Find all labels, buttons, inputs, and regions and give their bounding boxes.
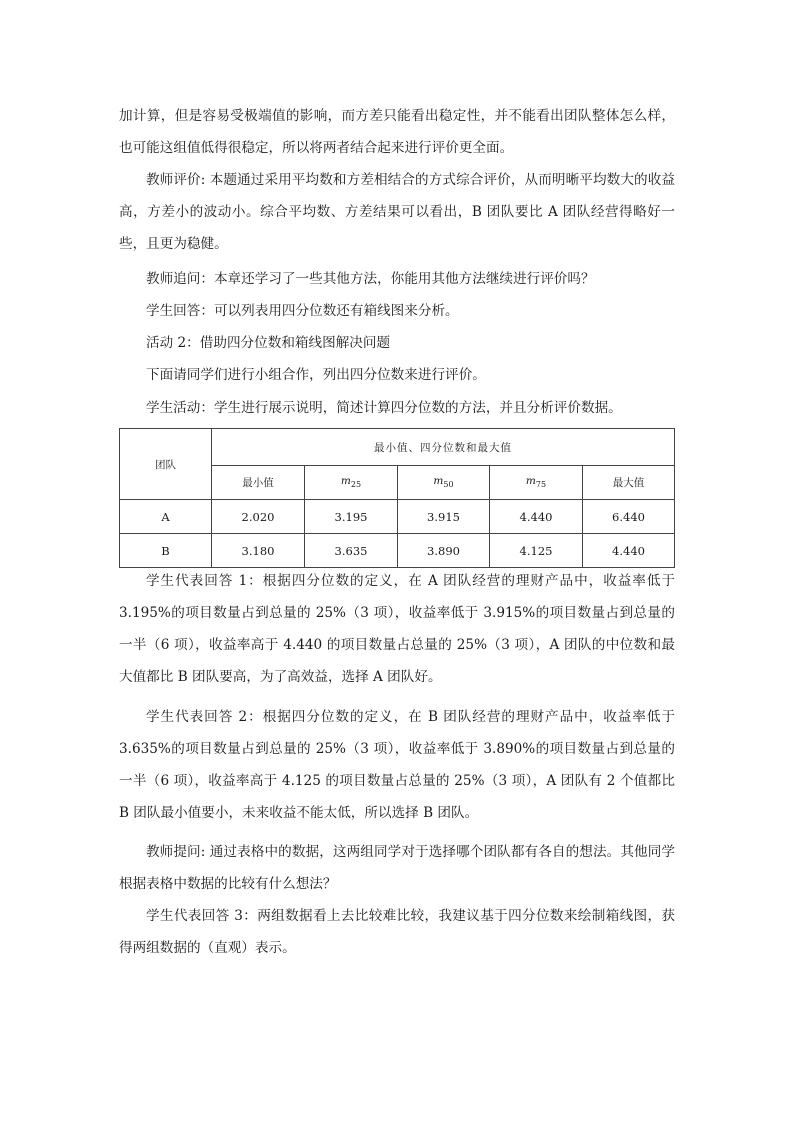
paragraph-activity-2: 活动 2：借助四分位数和箱线图解决问题: [146, 335, 391, 351]
m75-cell: 4.440: [490, 500, 583, 534]
m50-cell: 3.890: [398, 534, 490, 568]
paragraph-student-activity: 学生活动：学生进行展示说明，简述计算四分位数的方法，并且分析评价数据。: [146, 400, 622, 416]
min-cell: 2.020: [212, 500, 305, 534]
table-row-b: [120, 534, 675, 568]
paragraph-group-work: 下面请同学们进行小组合作，列出四分位数来进行评价。: [146, 367, 486, 383]
max-cell: 6.440: [583, 500, 675, 534]
group-header: 最小值、四分位数和最大值: [212, 429, 675, 466]
col-m25-header: $m_{25}$: [305, 466, 398, 500]
m50-cell: 3.915: [398, 500, 490, 534]
col-m75-header: $m_{75}$: [490, 466, 583, 500]
team-cell: A: [120, 500, 212, 534]
paragraph-teacher-question: 教师提问: 通过表格中的数据，这两组同学对于选择哪个团队都有各自的想法。其他同学根据表格中数据的比较有什么想法？: [119, 844, 675, 892]
col-m50-header: $m_{50}$: [398, 466, 490, 500]
paragraph-student-answer-1: 学生代表回答 1：根据四分位数的定义，在 A 团队经营的理财产品中，收益率低于 3.195%的项目数量占到总量的 25%（3 项），收益率低于 3.915%的项目数量占到总量的一半（6 项），收益率高于 4.440 的项目数量占总量的 25%（3 项），A 团队的中位数和最大值都比 B 团队要高，为了高效益，选择 A 团队好。: [119, 573, 675, 685]
m75-cell: 4.125: [490, 534, 583, 568]
table-row-a: [120, 500, 675, 534]
m25-cell: 3.195: [305, 500, 398, 534]
paragraph-1: 加计算，但是容易受极端值的影响，而方差只能看出稳定性，并不能看出团队整体怎么样，也可能这组值低得很稳定，所以将两者结合起来进行评价更全面。: [119, 108, 675, 156]
quartile-table: [119, 428, 675, 568]
paragraph-student-answer: 学生回答：可以列表用四分位数还有箱线图来分析。: [146, 303, 459, 319]
paragraph-student-answer-2: 学生代表回答 2：根据四分位数的定义，在 B 团队经营的理财产品中，收益率低于 3.635%的项目数量占到总量的 25%（3 项），收益率低于 3.890%的项目数量占到总量的一半（6 项），收益率高于 4.125 的项目数量占总量的 25%（3 项），A 团队有 2 个值都比 B 团队最小值要小，未来收益不能太低，所以选择 B 团队。: [119, 709, 675, 821]
m25-cell: 3.635: [305, 534, 398, 568]
paragraph-teacher-followup: 教师追问：本章还学习了一些其他方法，你能用其他方法继续进行评价吗？: [146, 271, 595, 287]
paragraph-student-answer-3: 学生代表回答 3：两组数据看上去比较难比较，我建议基于四分位数来绘制箱线图，获得两组数据的（直观）表示。: [119, 908, 675, 956]
paragraph-teacher-evaluation: 教师评价: 本题通过采用平均数和方差相结合的方式综合评价，从而明晰平均数大的收益高，方差小的波动小。综合平均数、方差结果可以看出，B 团队要比 A 团队经营得略好一些，且更为稳健。: [119, 172, 675, 252]
min-cell: 3.180: [212, 534, 305, 568]
table-header-row: [120, 429, 675, 466]
team-cell: B: [120, 534, 212, 568]
max-cell: 4.440: [583, 534, 675, 568]
col-max-header: 最大值: [583, 466, 675, 500]
team-header: 团队: [120, 429, 212, 500]
col-min-header: 最小值: [212, 466, 305, 500]
